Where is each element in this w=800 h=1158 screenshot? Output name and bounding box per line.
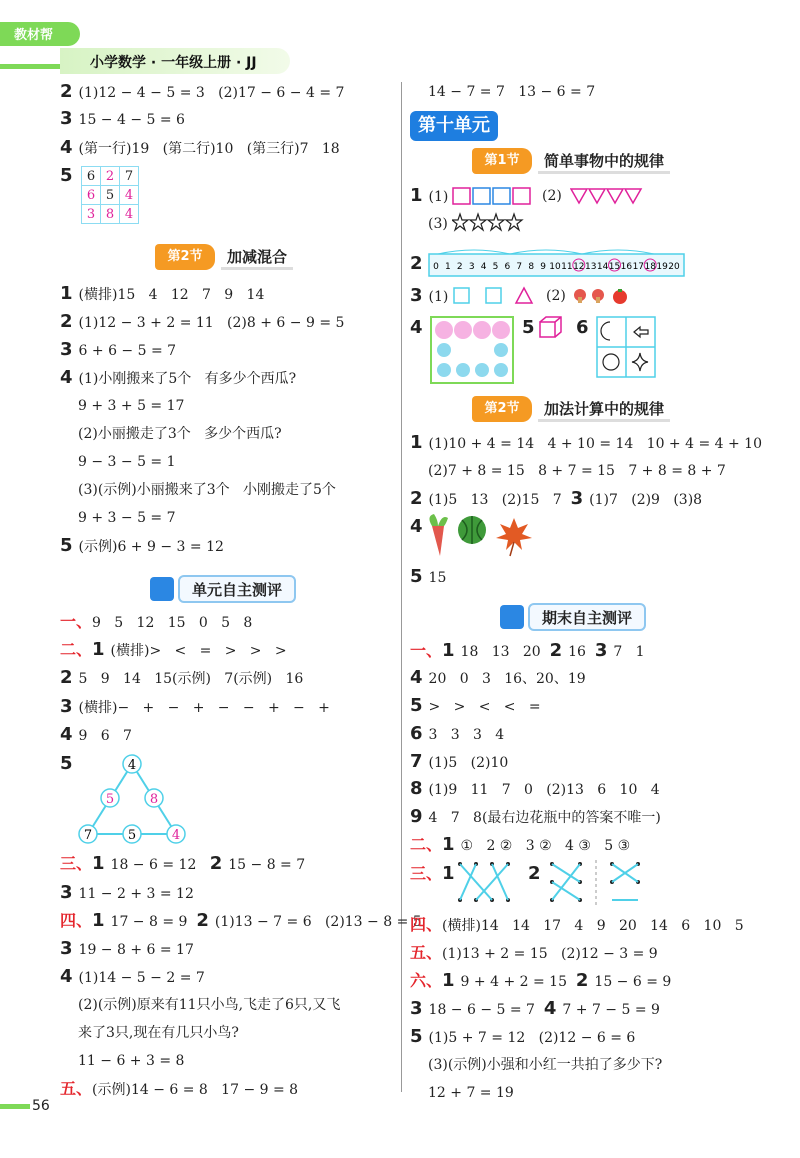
ruler-label: 19 [656,262,668,272]
answer-line: 4 9 6 7 [60,724,132,745]
answer-text: 17 − 8 = 9 [110,914,188,930]
answer-text: (横排)> < = > > > [110,643,287,659]
answer-line: 5 [60,165,73,186]
answer-text: 5 9 14 15(示例) 7(示例) 16 [78,671,304,687]
brand-label: 教材帮 [14,28,54,43]
ruler-label: 5 [492,262,499,272]
magic-square-grid [81,166,139,224]
ruler-label: 15 [608,262,621,272]
ruler-label: 11 [561,262,573,272]
ruler-label: 10 [549,262,561,272]
answer-line: 5 (示例)6 + 9 − 3 = 12 [60,535,224,556]
grid-cell: 2 [101,167,120,186]
answer-text: 15 − 8 = 7 [228,857,306,873]
answer-text: > > < < = [428,699,541,715]
answer-text: 9 5 12 15 0 5 8 [92,615,253,631]
triangle-pattern [570,187,646,205]
answer-line: 一、1 18 13 20 2 16 3 7 1 [410,640,645,661]
answer-line: 3 6 + 6 − 5 = 7 [60,339,177,360]
ruler-label: 14 [596,262,609,272]
triangle-number: 7 [83,828,93,843]
answer-text: 3 3 3 4 [428,727,505,743]
answer-line: 三、1 18 − 6 = 12 2 15 − 8 = 7 [60,853,306,874]
page-number: 56 [32,1098,50,1114]
answer-line: 5 > > < < = [410,695,541,716]
ruler-label: 12 [573,262,585,272]
answer-line: 9 4 7 8(最右边花瓶中的答案不唯一) [410,806,661,827]
answer-text: 14 − 7 = 7 13 − 6 = 7 [428,84,596,100]
answer-line: 3 19 − 8 + 6 = 17 [60,938,194,959]
answer-text: (1)5 13 (2)15 7 [428,492,562,508]
fruit-pattern [572,287,632,305]
section-tag: 第1节 [472,148,532,174]
chart-icon [150,577,174,601]
triangle-number: 5 [127,828,137,843]
answer-line: 五、(1)13 + 2 = 15 (2)12 − 3 = 9 [410,943,658,962]
grid-cell: 4 [120,186,139,205]
cube-icon [538,316,564,340]
answer-text: 4 7 8(最右边花瓶中的答案不唯一) [428,810,661,826]
ruler-label: 9 [540,262,546,272]
section-heading [472,396,692,422]
symbol-grid [596,316,656,378]
answer-text: (1)14 − 5 − 2 = 7 [78,970,205,986]
grid-cell: 3 [82,205,101,224]
answer-text: (2) [546,288,566,304]
header-title: 小学数学 · 一年级上册 · JJ [90,55,257,71]
answer-text: 12 + 7 = 19 [428,1085,514,1101]
answer-text: (横排)14 14 17 4 9 20 14 6 10 5 [442,918,744,934]
answer-line: 二、1 ① 2 ② 3 ② 4 ③ 5 ③ [410,834,631,855]
answer-text: 16 [568,644,586,660]
answer-line: 2 (1)12 − 4 − 5 = 3 (2)17 − 6 − 4 = 7 [60,81,345,102]
answer-line: 4 (1)14 − 5 − 2 = 7 [60,966,205,987]
ruler-label: 0 [433,262,439,272]
answer-line: 6 [576,317,589,338]
triangle-number: 4 [127,758,137,773]
answer-text: (横排)15 4 12 7 9 14 [78,287,265,303]
section-tag: 第2节 [472,396,532,422]
grid-cell: 4 [120,205,139,224]
answer-line: 一、9 5 12 15 0 5 8 [60,612,253,631]
triangle-number: 8 [149,792,159,807]
section-tag: 第2节 [155,244,215,270]
answer-line: 1 (1) [410,185,449,206]
answer-text: (1) [428,289,449,305]
answer-text: 7 + 7 − 5 = 9 [562,1002,660,1018]
answer-text: (1)5 + 7 = 12 (2)12 − 6 = 6 [428,1030,636,1046]
answer-text: (2)(示例)原来有11只小鸟,飞走了6只,又飞 [78,997,341,1013]
answer-text: (第一行)19 (第二行)10 (第三行)7 18 [78,141,340,157]
answer-line: 4 (第一行)19 (第二行)10 (第三行)7 18 [60,137,340,158]
answer-text: 9 6 7 [78,728,132,744]
answer-text: 18 13 20 [460,644,541,660]
answer-text: 18 − 6 = 12 [110,857,197,873]
answer-text: (1)12 − 3 + 2 = 11 (2)8 + 6 − 9 = 5 [78,315,345,331]
eval-title: 期末自主测评 [528,603,646,631]
answer-text: (3)(示例)小丽搬来了3个 小刚搬走了5个 [78,482,336,498]
answer-text: 9 − 3 − 5 = 1 [78,454,176,470]
section-title: 加减混合 [221,244,293,270]
answer-line: 3 (横排)− + − + − − + − + [60,696,330,717]
answer-text: (1)13 + 2 = 15 (2)12 − 3 = 9 [442,946,658,962]
answer-text: 9 + 3 + 5 = 17 [78,398,185,414]
unit-title: 第十单元 [410,111,498,141]
star-pattern [452,212,524,234]
answer-text: (1)9 11 7 0 (2)13 6 10 4 [428,782,660,798]
answer-text: 18 − 6 − 5 = 7 [428,1002,535,1018]
shape-pattern [452,286,538,306]
answer-text: (1) [428,189,449,205]
answer-line: 3 18 − 6 − 5 = 7 4 7 + 7 − 5 = 9 [410,998,660,1019]
answer-line: 3 (1) [410,285,449,306]
header-accent [0,64,64,69]
ruler-label: 3 [468,262,475,272]
triangle-number: 5 [105,792,115,807]
grid-cell: 7 [120,167,139,186]
answer-text: (示例)6 + 9 − 3 = 12 [78,539,224,555]
answer-text: (示例)14 − 6 = 8 17 − 9 = 8 [92,1082,299,1098]
answer-text: 7 1 [613,644,645,660]
answer-line: 6 3 3 3 4 [410,723,505,744]
answer-line: 8 (1)9 11 7 0 (2)13 6 10 4 [410,778,660,799]
answer-text: 15 − 4 − 5 = 6 [78,112,185,128]
answer-text: 9 + 4 + 2 = 15 [460,974,567,990]
grid-cell: 6 [82,167,101,186]
answer-line: 7 (1)5 (2)10 [410,751,509,772]
answer-text: (3) [428,216,448,232]
grid-cell: 5 [101,186,120,205]
answer-text: 11 − 6 + 3 = 8 [78,1053,185,1069]
answer-line: 四、(横排)14 14 17 4 9 20 14 6 10 5 [410,915,744,934]
answer-text: 来了3只,现在有几只小鸟? [78,1025,239,1041]
answer-line: 2 (1)5 13 (2)15 7 3 (1)7 (2)9 (3)8 [410,488,703,509]
answer-line: 5 (1)5 + 7 = 12 (2)12 − 6 = 6 [410,1026,636,1047]
ruler-label: 4 [480,262,487,272]
answer-text: (1)7 (2)9 (3)8 [589,492,703,508]
footer-accent [0,1104,30,1109]
section-heading [155,244,305,270]
ruler-label: 1 [445,262,451,272]
answer-line: 2 (1)12 − 3 + 2 = 11 (2)8 + 6 − 9 = 5 [60,311,345,332]
answer-line: 三、1 [410,863,455,884]
ruler-label: 17 [632,262,645,272]
triangle-number: 4 [171,828,181,843]
number-line [428,244,686,278]
page-header [60,48,290,74]
ruler-label: 16 [620,262,633,272]
ruler-label: 7 [516,262,523,272]
eval-heading [500,603,660,631]
answer-line: 四、1 17 − 8 = 9 2 (1)13 − 7 = 6 (2)13 − 8 = 5 [60,910,422,931]
ruler-label: 2 [456,262,463,272]
answer-line: 二、1 (横排)> < = > > > [60,639,287,660]
answer-line: 4 (1)小刚搬来了5个 有多少个西瓜? [60,367,297,388]
grid-cell: 8 [101,205,120,224]
answer-text: 15 [428,570,447,586]
answer-text: (横排)− + − + − − + − + [78,700,330,716]
answer-text: 11 − 2 + 3 = 12 [78,886,194,902]
answer-text: (2) [542,188,562,204]
answer-line: 2 [528,863,541,884]
section-title: 加法计算中的规律 [538,396,670,422]
answer-text: 6 + 6 − 5 = 7 [78,343,177,359]
answer-text: (2)小丽搬走了3个 多少个西瓜? [78,426,282,442]
answer-line: 六、1 9 + 4 + 2 = 15 2 15 − 6 = 9 [410,970,672,991]
answer-text: (3)(示例)小强和小红一共拍了多少下? [428,1057,663,1073]
answer-text: (1)小刚搬来了5个 有多少个西瓜? [78,371,297,387]
circle-arrangement [430,316,514,384]
answer-text: (1)10 + 4 = 14 4 + 10 = 14 10 + 4 = 4 + 10 [428,436,762,452]
answer-text: 15 − 6 = 9 [594,974,672,990]
brand-tab [0,22,80,46]
produce-images [426,512,538,558]
answer-line: 2 [410,253,423,274]
answer-line: 5 [60,753,73,774]
ruler-label: 8 [528,262,535,272]
section-heading [472,148,692,174]
eval-heading [150,575,310,603]
answer-text: (1)5 (2)10 [428,755,509,771]
square-pattern [452,186,534,206]
answer-text: 9 + 3 − 5 = 7 [78,510,176,526]
answer-line: 4 [410,516,423,537]
ruler-label: 18 [644,262,656,272]
matching-lines [450,860,650,906]
grid-cell: 6 [82,186,101,205]
answer-line: 5 [522,317,535,338]
answer-line: 1 (1)10 + 4 = 14 4 + 10 = 14 10 + 4 = 4 + 10 [410,432,762,453]
ruler-label: 6 [504,262,511,272]
section-title: 简单事物中的规律 [538,148,670,174]
answer-text: 19 − 8 + 6 = 17 [78,942,194,958]
answer-text: (2)7 + 8 = 15 8 + 7 = 15 7 + 8 = 8 + 7 [428,463,726,479]
number-triangle [76,752,196,852]
answer-line: 2 5 9 14 15(示例) 7(示例) 16 [60,667,304,688]
answer-text: (1)13 − 7 = 6 (2)13 − 8 = 5 [214,914,422,930]
answer-line: 3 11 − 2 + 3 = 12 [60,882,194,903]
eval-title: 单元自主测评 [178,575,296,603]
answer-line: 1 (横排)15 4 12 7 9 14 [60,283,265,304]
answer-text: (1)12 − 4 − 5 = 3 (2)17 − 6 − 4 = 7 [78,85,345,101]
answer-line: 五、(示例)14 − 6 = 8 17 − 9 = 8 [60,1079,299,1098]
answer-line: 4 [410,317,423,338]
answer-line: 4 20 0 3 16、20、19 [410,667,586,688]
chart-icon [500,605,524,629]
ruler-label: 13 [584,262,597,272]
answer-text: ① 2 ② 3 ② 4 ③ 5 ③ [460,838,631,854]
column-divider [401,82,402,1092]
answer-line: 3 15 − 4 − 5 = 6 [60,108,185,129]
answer-text: 20 0 3 16、20、19 [428,671,586,687]
ruler-label: 20 [668,262,680,272]
answer-line: 5 15 [410,566,447,587]
